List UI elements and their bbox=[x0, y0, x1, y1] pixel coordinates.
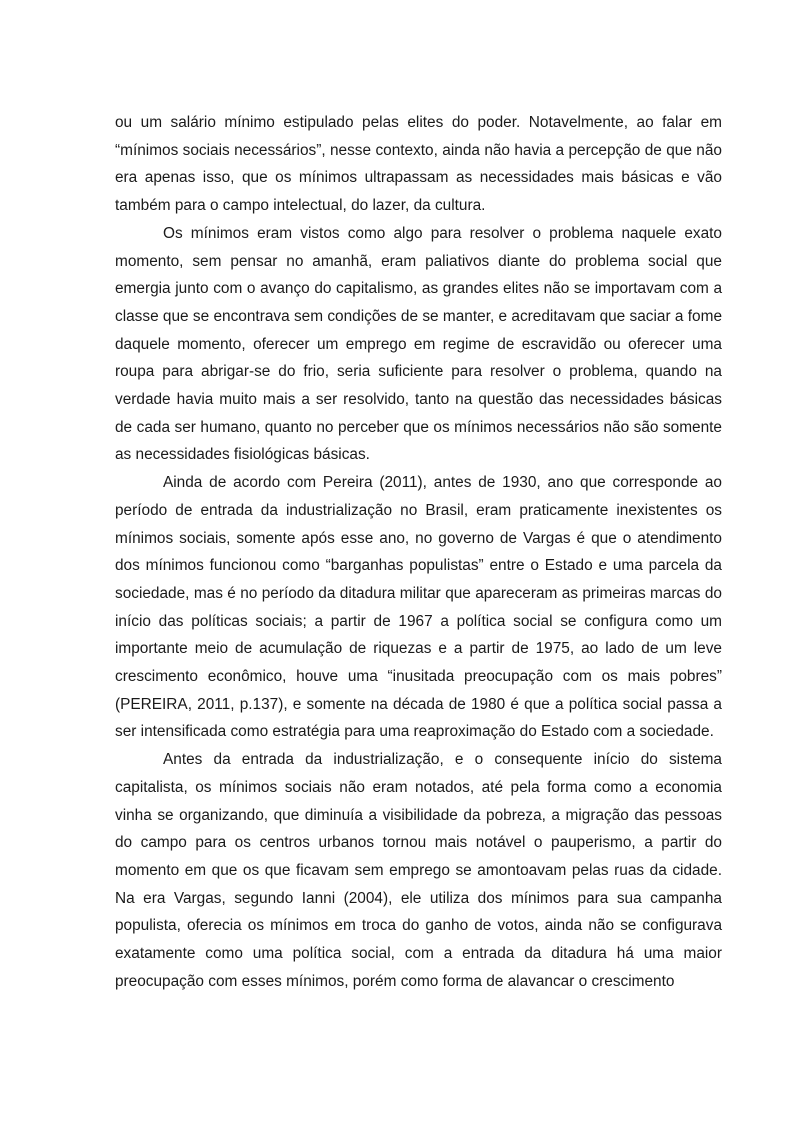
paragraph-4: Antes da entrada da industrialização, e o consequente início do sistema capitalista, os mínimos sociais não eram notados, até pela forma como a economia vinha se organizando, que diminuía a visibilidade da pobreza, a migração das pessoas do campo para os centros urbanos tornou mais notável o pauperismo, a partir do momento em que os que ficavam sem emprego se amontoavam pelas ruas da cidade. Na era Vargas, segundo Ianni (2004), ele utiliza dos mínimos para sua campanha populista, oferecia os mínimos em troca do ganho de votos, ainda não se configurava exatamente como uma política social, com a entrada da ditadura há uma maior preocupação com esses mínimos, porém como forma de alavancar o crescimento bbox=[115, 751, 722, 990]
paragraph-1: ou um salário mínimo estipulado pelas elites do poder. Notavelmente, ao falar em “mínimos sociais necessários”, nesse contexto, ainda não havia a percepção de que não era apenas isso, que os mínimos ultrapassam as necessidades mais básicas e vão também para o campo intelectual, do lazer, da cultura. bbox=[115, 114, 722, 215]
paragraph-3: Ainda de acordo com Pereira (2011), antes de 1930, ano que corresponde ao período de entrada da industrialização no Brasil, eram praticamente inexistentes os mínimos sociais, somente após esse ano, no governo de Vargas é que o atendimento dos mínimos funcionou como “barganhas populistas” entre o Estado e uma parcela da sociedade, mas é no período da ditadura militar que apareceram as primeiras marcas do início das políticas sociais; a partir de 1967 a política social se configura como um importante meio de acumulação de riquezas e a partir de 1975, ao lado de um leve crescimento econômico, houve uma “inusitada preocupação com os mais pobres” (PEREIRA, 2011, p.137), e somente na década de 1980 é que a política social passa a ser intensificada como estratégia para uma reaproximação do Estado com a sociedade. bbox=[115, 474, 722, 741]
paragraph-2: Os mínimos eram vistos como algo para resolver o problema naquele exato momento, sem pensar no amanhã, eram paliativos diante do problema social que emergia junto com o avanço do capitalismo, as grandes elites não se importavam com a classe que se encontrava sem condições de se manter, e acreditavam que saciar a fome daquele momento, oferecer um emprego em regime de escravidão ou oferecer uma roupa para abrigar-se do frio, seria suficiente para resolver o problema, quando na verdade havia muito mais a ser resolvido, tanto na questão das necessidades básicas de cada ser humano, quanto no perceber que os mínimos necessários não são somente as necessidades fisiológicas básicas. bbox=[115, 224, 722, 464]
document-page bbox=[115, 109, 722, 996]
